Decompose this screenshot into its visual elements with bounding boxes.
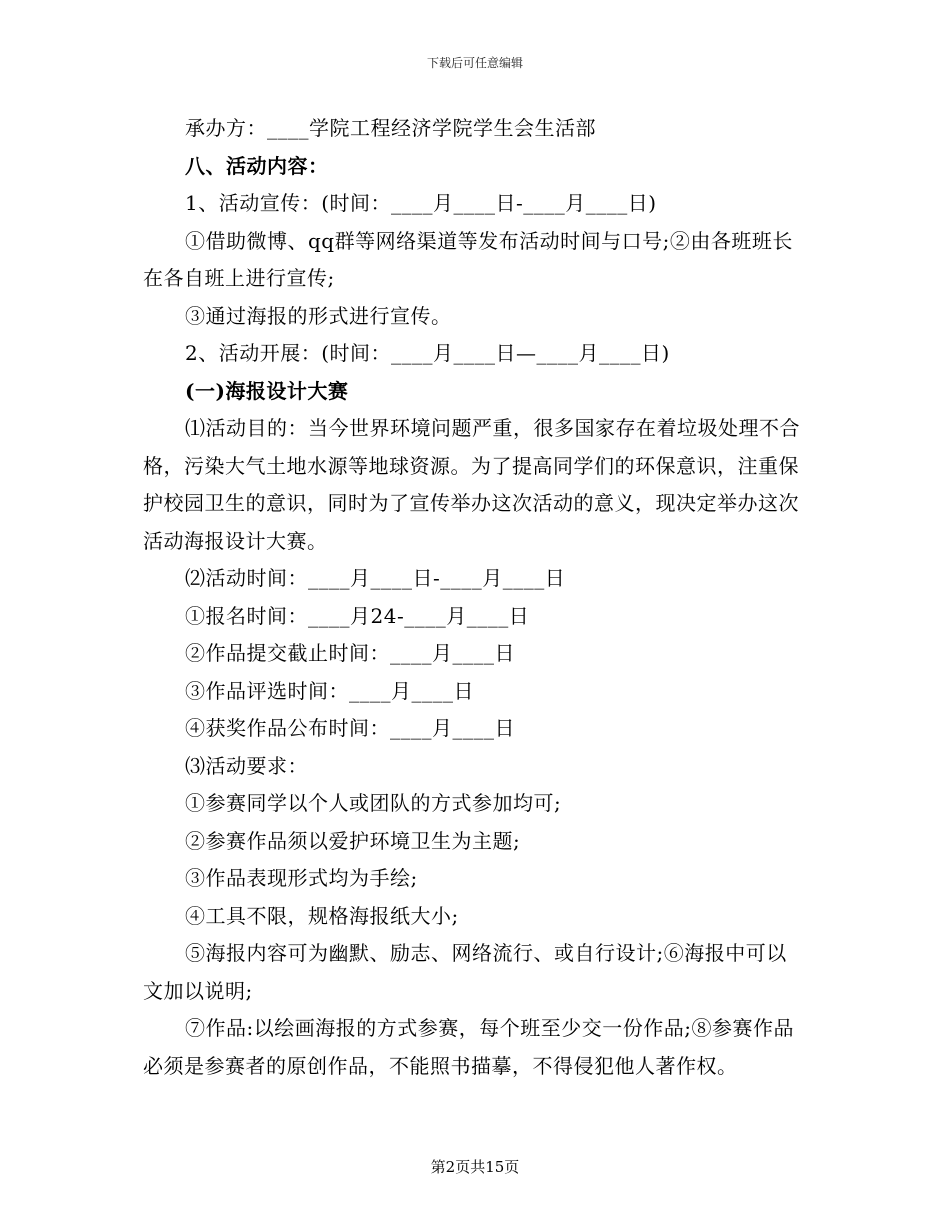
page-number: 第2页共15页	[430, 1158, 520, 1176]
requirement-5-6: ⑤海报内容可为幽默、励志、网络流行、或自行设计;⑥海报中可以文加以说明;	[143, 941, 787, 1003]
activity-purpose-paragraph: ⑴活动目的：当今世界环境问题严重，很多国家存在着垃圾处理不合格，污染大气土地水源等地球资源。为了提高同学们的环保意识，注重保护校园卫生的意识，同时为了宣传举办这次活动的意义，现决定举办这次活动海报设计大赛。	[143, 416, 800, 553]
page-header: 下载后可任意编辑	[426, 56, 523, 70]
requirement-3: ③作品表现形式均为手绘;	[185, 866, 418, 890]
results-announcement-line: ④获奖作品公布时间：____月____日	[185, 716, 515, 740]
requirement-7-8: ⑦作品:以绘画海报的方式参赛，每个班至少交一份作品;⑧参赛作品必须是参赛者的原创作品，不能照书描摹，不得侵犯他人著作权。	[143, 1016, 794, 1078]
contest-time-line: ⑵活动时间：____月____日-____月____日	[185, 566, 566, 590]
section-heading-activity-content: 八、活动内容：	[185, 153, 329, 178]
judging-time-line: ③作品评选时间：____月____日	[185, 678, 474, 703]
organizer-line: 承办方：____学院工程经济学院学生会生活部	[185, 116, 596, 140]
requirements-heading: ⑶活动要求：	[185, 753, 308, 778]
requirement-2: ②参赛作品须以爱护环境卫生为主题;	[185, 828, 521, 853]
requirement-1: ①参赛同学以个人或团队的方式参加均可;	[185, 791, 562, 815]
submission-deadline-line: ②作品提交截止时间：____月____日	[185, 641, 515, 665]
activity-time-line: 2、活动开展：(时间：____月____日—____月____日)	[185, 341, 670, 365]
document-body	[143, 110, 807, 1085]
poster-promotion-line: ③通过海报的形式进行宣传。	[185, 303, 452, 328]
promotion-time-line: 1、活动宣传：(时间：____月____日-____月____日)	[185, 191, 657, 215]
promotion-channels-paragraph: ①借助微博、qq群等网络渠道等发布活动时间与口号;②由各班班长在各自班上进行宣传;	[143, 228, 793, 290]
requirement-4: ④工具不限，规格海报纸大小;	[185, 903, 459, 928]
registration-time-line: ①报名时间：____月24-____月____日	[185, 603, 530, 628]
subsection-heading-poster-contest: (一)海报设计大赛	[185, 378, 349, 403]
